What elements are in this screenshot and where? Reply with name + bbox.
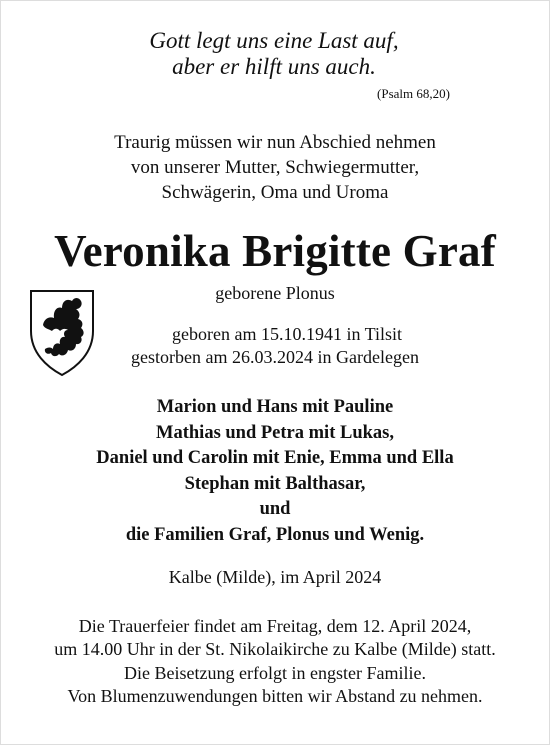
intro-line-1: Traurig müssen wir nun Abschied nehmen [114,132,436,153]
motto-verse [0,28,548,80]
birth-date: geboren am 15.10.1941 in Tilsit [171,324,402,344]
mourner-line: und [259,499,291,520]
deceased-name: Veronika Brigitte Graf [54,226,496,276]
mourner-line: Daniel und Carolin mit Enie, Emma und Ella [96,448,454,469]
motto-line-1: Gott legt uns eine Last auf, [149,28,399,53]
mourners-list [0,395,550,549]
intro-line-2: von unserer Mutter, Schwiegermutter, [130,157,420,178]
mourner-line: Marion und Hans mit Pauline [156,397,394,417]
mourner-line: Stephan mit Balthasar, [184,473,366,494]
funeral-line: Die Trauerfeier findet am Freitag, dem 12. April 2024, [78,616,472,636]
death-date: gestorben am 26.03.2024 in Gardelegen [131,347,419,367]
birth-name: geborene Plonus [215,283,335,303]
funeral-line: Die Beisetzung erfolgt in engster Familie. [124,662,426,683]
funeral-line: Von Blumenzuwendungen bitten wir Abstand zu nehmen. [67,686,483,707]
verse-source: (Psalm 68,20) [377,86,450,101]
mourner-line: die Familien Graf, Plonus und Wenig. [125,524,425,545]
place-date: Kalbe (Milde), im April 2024 [168,567,382,587]
funeral-details [0,615,550,709]
funeral-line: um 14.00 Uhr in der St. Nikolaikirche zu Kalbe (Milde) statt. [54,639,496,660]
mourner-line: Mathias und Petra mit Lukas, [156,422,394,443]
intro-text [0,130,550,205]
intro-line-3: Schwägerin, Oma und Uroma [161,182,389,203]
motto-line-2: aber er hilft uns auch. [172,54,376,79]
life-dates [0,323,550,369]
